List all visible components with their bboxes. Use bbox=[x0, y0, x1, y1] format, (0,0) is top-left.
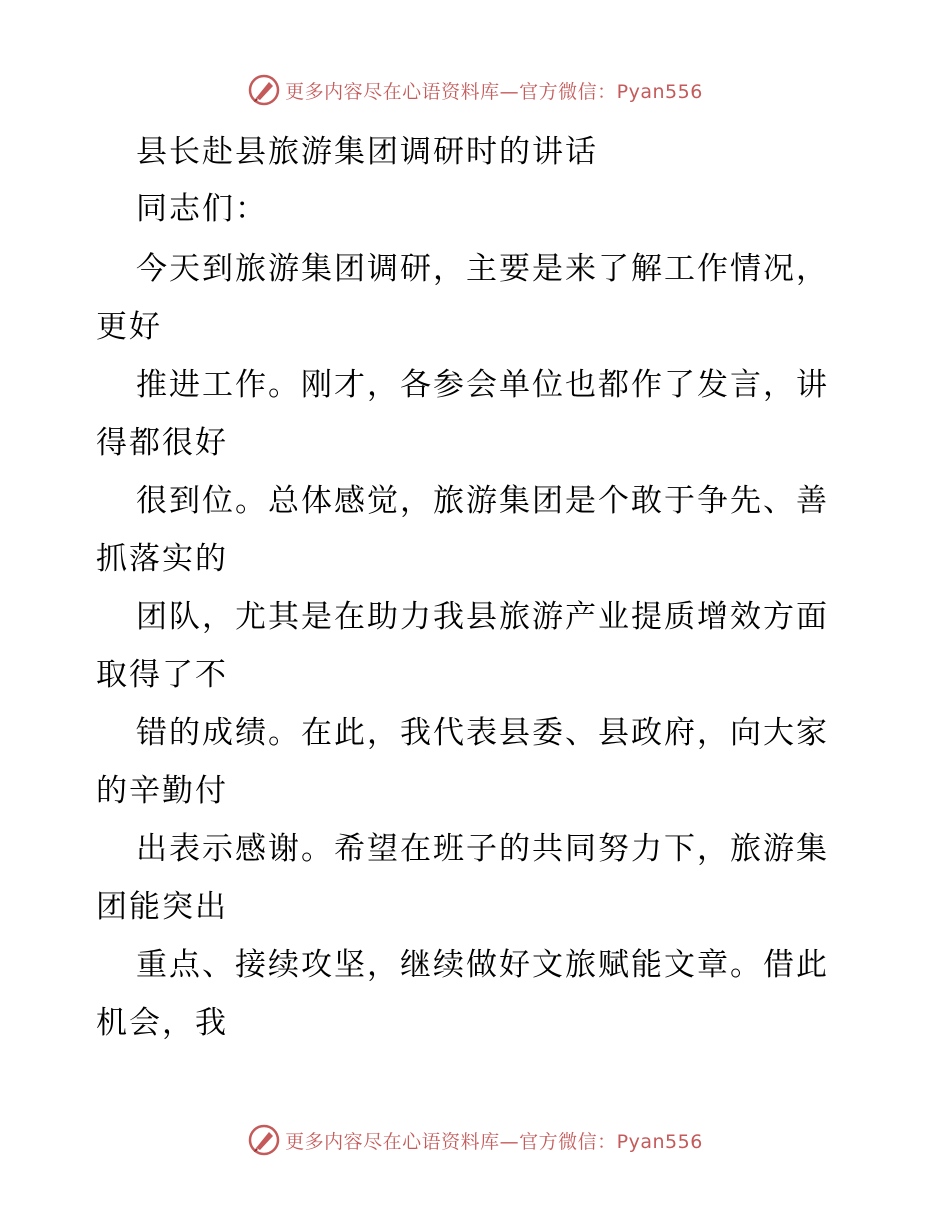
watermark-text: 更多内容尽在心语资料库—官方微信：Pyan556 bbox=[285, 80, 703, 103]
document-title: 县长赴县旅游集团调研时的讲话 bbox=[136, 134, 598, 170]
paragraph bbox=[96, 240, 856, 356]
paragraph bbox=[96, 936, 856, 1052]
paragraph bbox=[96, 820, 856, 936]
paragraph-line: 的辛勤付 bbox=[96, 773, 228, 809]
paragraph bbox=[96, 588, 856, 704]
footer-watermark bbox=[0, 1120, 950, 1160]
paragraph-line: 团队，尤其是在助力我县旅游产业提质增效方面 bbox=[136, 599, 829, 635]
paragraph-line: 团能突出 bbox=[96, 889, 228, 925]
paragraph-line: 得都很好 bbox=[96, 425, 228, 461]
paragraph-line: 抓落实的 bbox=[96, 541, 228, 577]
paragraph-line: 重点、接续攻坚，继续做好文旅赋能文章。借此 bbox=[136, 947, 829, 983]
paragraph-line: 出表示感谢。希望在班子的共同努力下，旅游集 bbox=[136, 831, 829, 867]
paragraph-line: 更好 bbox=[96, 309, 162, 345]
watermark-text: 更多内容尽在心语资料库—官方微信：Pyan556 bbox=[285, 1130, 703, 1153]
paragraph-line: 错的成绩。在此，我代表县委、县政府，向大家 bbox=[136, 715, 829, 751]
pen-logo-icon bbox=[247, 1123, 281, 1157]
paragraph-line: 机会，我 bbox=[96, 1005, 228, 1041]
paragraph bbox=[96, 472, 856, 588]
paragraph bbox=[96, 356, 856, 472]
paragraph-line: 今天到旅游集团调研，主要是来了解工作情况， bbox=[136, 251, 829, 287]
paragraph-line: 推进工作。刚才，各参会单位也都作了发言，讲 bbox=[136, 367, 829, 403]
header-watermark bbox=[0, 70, 950, 110]
paragraph-line: 取得了不 bbox=[96, 657, 228, 693]
paragraph bbox=[96, 704, 856, 820]
salutation: 同志们： bbox=[136, 191, 268, 227]
pen-logo-icon bbox=[247, 73, 281, 107]
paragraph-line: 很到位。总体感觉，旅游集团是个敢于争先、善 bbox=[136, 483, 829, 519]
